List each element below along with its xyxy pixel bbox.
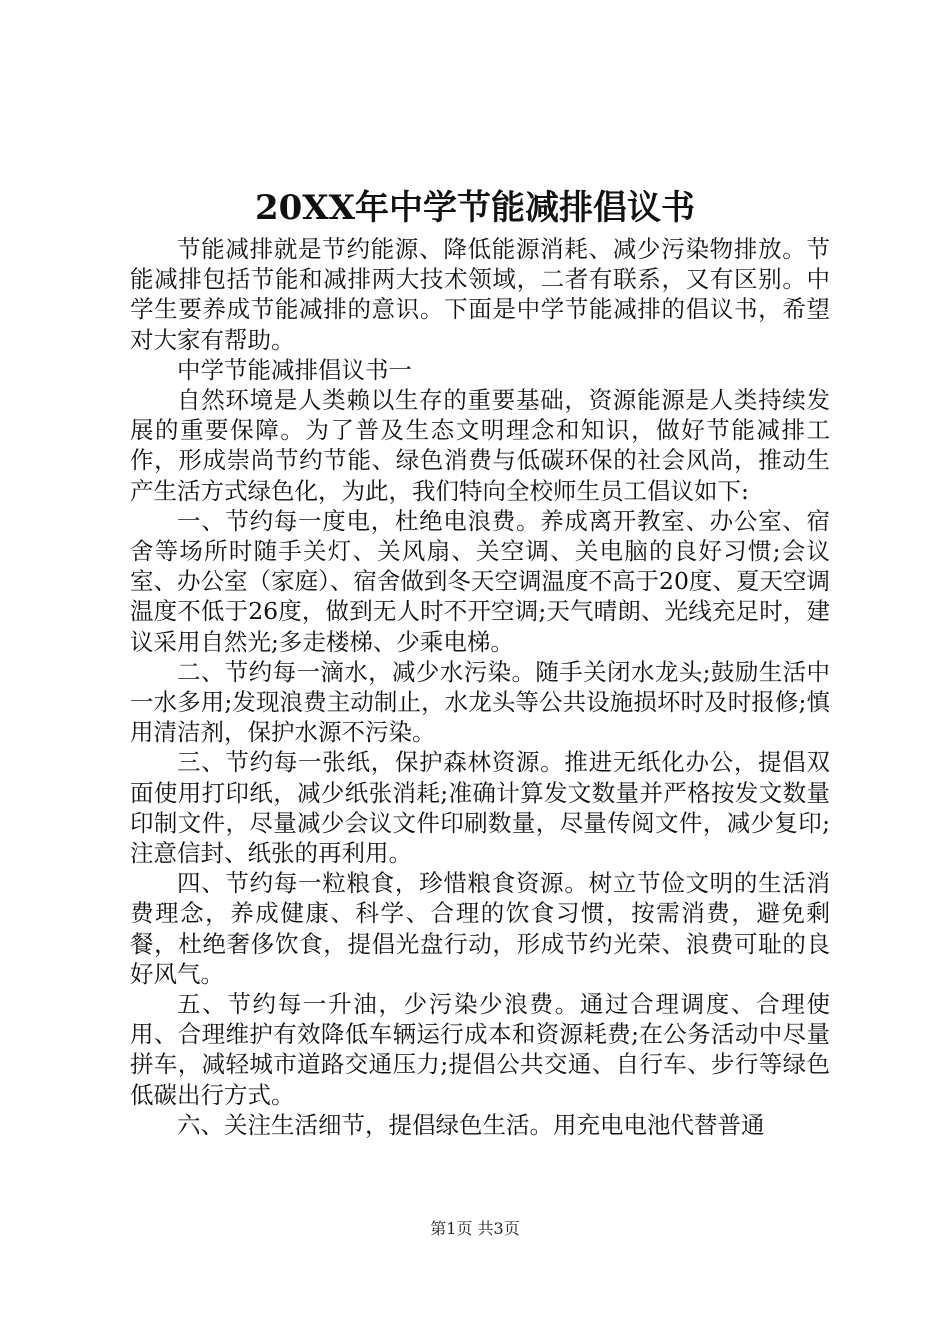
paragraph-intro: 节能减排就是节约能源、降低能源消耗、减少污染物排放。节能减排包括节能和减排两大技术领域，二者有联系，又有区别。中学生要养成节能减排的意识。下面是中学节能减排的倡议书，希望对大家有帮助。: [130, 235, 830, 354]
page-number-footer: 第1页 共3页: [430, 1219, 520, 1238]
paragraph-item-4: 四、节约每一粒粮食，珍惜粮食资源。树立节俭文明的生活消费理念，养成健康、科学、合理的饮食习惯，按需消费，避免剩餐，杜绝奢侈饮食，提倡光盘行动，形成节约光荣、浪费可耻的良好风气。: [130, 869, 830, 988]
paragraph-section-heading: 中学节能减排倡议书一: [177, 355, 412, 384]
paragraph-item-1: 一、节约每一度电，杜绝电浪费。养成离开教室、办公室、宿舍等场所时随手关灯、关风扇、关空调、关电脑的良好习惯;会议室、办公室（家庭）、宿舍做到冬天空调温度不高于20度、夏天空调温度不低于26度，做到无人时不开空调;天气晴朗、光线充足时，建议采用自然光;多走楼梯、少乘电梯。: [130, 506, 830, 656]
paragraph-item-6: 六、关注生活细节，提倡绿色生活。用充电电池代替普通: [177, 1110, 765, 1139]
paragraph-item-2: 二、节约每一滴水，减少水污染。随手关闭水龙头;鼓励生活中一水多用;发现浪费主动制止，水龙头等公共设施损坏时及时报修;慎用清洁剂，保护水源不污染。: [130, 657, 830, 747]
paragraph-item-5: 五、节约每一升油，少污染少浪费。通过合理调度、合理使用、合理维护有效降低车辆运行成本和资源耗费;在公务活动中尽量拼车，减轻城市道路交通压力;提倡公共交通、自行车、步行等绿色低碳出行方式。: [130, 990, 830, 1109]
document-title: 20XX年中学节能减排倡议书: [254, 188, 696, 228]
paragraph-preamble: 自然环境是人类赖以生存的重要基础，资源能源是人类持续发展的重要保障。为了普及生态文明理念和知识，做好节能减排工作，形成崇尚节约节能、绿色消费与低碳环保的社会风尚，推动生产生活方式绿色化，为此，我们特向全校师生员工倡议如下:: [130, 386, 830, 505]
document-body: [130, 234, 830, 1140]
paragraph-item-3: 三、节约每一张纸，保护森林资源。推进无纸化办公，提倡双面使用打印纸，减少纸张消耗;准确计算发文数量并严格按发文数量印制文件，尽量减少会议文件印刷数量，尽量传阅文件，减少复印;注意信封、纸张的再利用。: [130, 748, 830, 868]
